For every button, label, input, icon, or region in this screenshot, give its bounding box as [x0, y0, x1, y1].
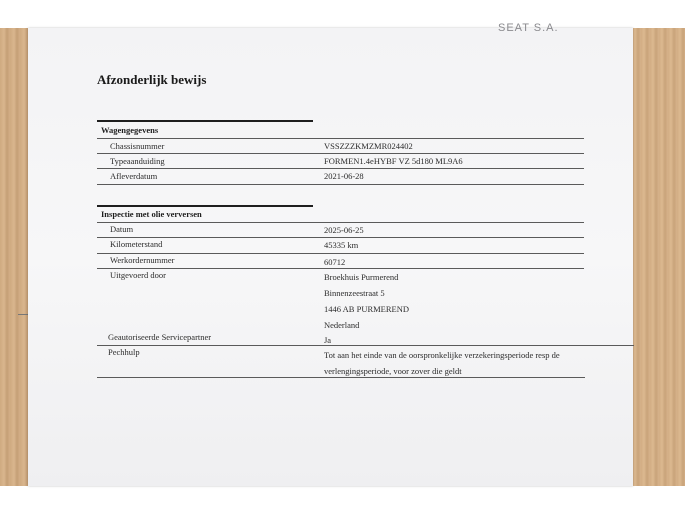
value-werkordernummer: 60712 — [324, 257, 346, 267]
row-rule — [97, 222, 584, 223]
value-datum: 2025-06-25 — [324, 225, 364, 235]
section-title-wagengegevens: Wagengegevens — [101, 125, 159, 135]
label-kilometerstand: Kilometerstand — [110, 239, 163, 249]
label-typeaanduiding: Typeaanduiding — [110, 156, 165, 166]
label-geautoriseerde-servicepartner: Geautoriseerde Servicepartner — [108, 332, 212, 342]
section-title-inspectie: Inspectie met olie verversen — [101, 209, 202, 219]
section-rule — [97, 205, 313, 207]
value-uitgevoerd-door: Broekhuis Purmerend — [324, 272, 399, 282]
value-address-country: Nederland — [324, 320, 360, 330]
label-chassisnummer: Chassisnummer — [110, 141, 165, 151]
row-rule — [97, 168, 584, 169]
wood-right-edge — [632, 28, 685, 486]
value-pechhulp: Tot aan het einde van de oorspronkelijke verzekeringsperiode resp de — [324, 350, 560, 360]
row-rule — [97, 377, 585, 378]
value-chassisnummer: VSSZZZKMZMR024402 — [324, 141, 413, 151]
row-rule — [97, 138, 584, 139]
row-rule — [97, 268, 584, 269]
label-pechhulp: Pechhulp — [108, 347, 140, 357]
value-pechhulp-continued: verlengingsperiode, voor zover die geldt — [324, 366, 462, 376]
value-kilometerstand: 45335 km — [324, 240, 359, 250]
document-page — [28, 22, 633, 486]
wood-left-edge — [0, 28, 30, 486]
value-address-postcode: 1446 AB PURMEREND — [324, 304, 410, 314]
value-address-street: Binnenzeestraat 5 — [324, 288, 385, 298]
value-typeaanduiding: FORMEN1.4eHYBF VZ 5d180 ML9A6 — [324, 156, 463, 166]
label-datum: Datum — [110, 224, 134, 234]
value-geautoriseerde-servicepartner: Ja — [324, 335, 332, 345]
row-rule — [97, 253, 584, 254]
label-werkordernummer: Werkordernummer — [110, 255, 175, 265]
section-rule — [97, 120, 313, 122]
label-uitgevoerd-door: Uitgevoerd door — [110, 270, 166, 280]
document-title: Afzonderlijk bewijs — [97, 72, 207, 87]
row-rule — [97, 153, 584, 154]
label-afleverdatum: Afleverdatum — [110, 171, 158, 181]
header-brand-mark: SEAT S.A. — [498, 22, 559, 34]
value-afleverdatum: 2021-06-28 — [324, 171, 364, 181]
row-rule — [97, 345, 634, 346]
row-rule — [97, 237, 584, 238]
row-rule — [97, 184, 584, 185]
